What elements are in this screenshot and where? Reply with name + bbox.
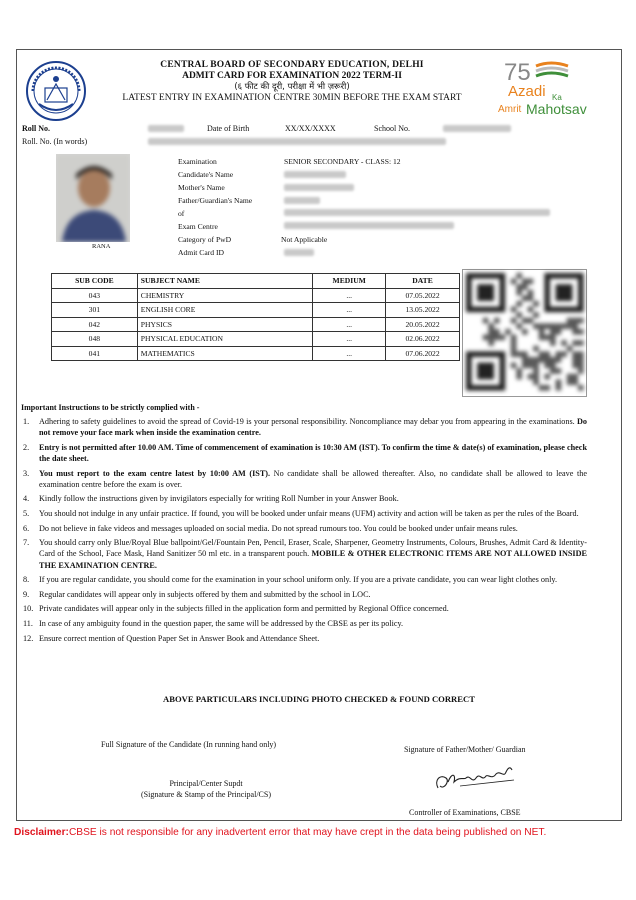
instruction-text: Kindly follow the instructions given by invigilators especially for writing Roll Number in your Answer Book. (39, 494, 399, 504)
instruction-after: No candidate shall be allowed thereafter. Also, no candidate shall be allowed to leave the examination centre before the exam is over. (39, 468, 587, 489)
medium: ... (313, 288, 386, 303)
table-row (52, 303, 460, 318)
disclaimer-text: CBSE is not responsible for any inadvertent error that may have crept in the data being published on NET. (68, 827, 547, 838)
instruction-item (21, 589, 587, 600)
candidate-name-label: Candidate's Name (178, 170, 234, 179)
sub-code: 048 (52, 332, 138, 347)
instruction-number: 6. (23, 523, 30, 533)
subject-table (51, 273, 460, 361)
sub-code: 301 (52, 303, 138, 318)
instruction-text: Private candidates will appear only in the subjects filled in the application form and permitted by Regional Office concerned. (39, 604, 449, 614)
instruction-number: 12. (23, 633, 34, 643)
school-no-redacted (443, 125, 511, 132)
instruction-bold: Do not remove your face mark when inside the examination centre. (39, 417, 587, 438)
instruction-number: 3. (23, 468, 30, 478)
principal-label: Principal/Center Supdt (169, 779, 243, 788)
centre-address-redacted-1 (284, 209, 550, 216)
candidate-name-redacted (284, 171, 346, 178)
instructions-title: Important Instructions to be strictly complied with - (21, 403, 200, 412)
medium: ... (313, 303, 386, 318)
father-name-label-of: of (178, 209, 185, 218)
instruction-item (21, 508, 587, 519)
instruction-number: 5. (23, 508, 30, 518)
table-row (52, 332, 460, 347)
instruction-item (21, 442, 587, 464)
instruction-text: If you are regular candidate, you should come for the examination in your school uniform only. If you are a private candidate, you can wear light clothes only. (39, 575, 557, 585)
exam-centre-label: Exam Centre (178, 222, 218, 231)
roll-words-redacted (148, 138, 446, 145)
hindi-slogan: (६ फीट की दूरी, परीक्षा में भी ज़रूरी) (234, 82, 350, 92)
instruction-text: In case of any ambiguity found in the question paper, the same will be addressed by the CBSE as per its policy. (39, 618, 404, 628)
subject-name: PHYSICAL EDUCATION (137, 332, 313, 347)
principal-stamp-label: (Signature & Stamp of the Principal/CS) (141, 790, 271, 799)
controller-signature-image (430, 762, 530, 794)
instruction-text: Ensure correct mention of Question Paper Set in Answer Book and Attendance Sheet. (39, 633, 320, 643)
instruction-text: Regular candidates will appear only in subjects offered by them and submitted by the school in LOC. (39, 589, 371, 599)
admit-id-label: Admit Card ID (178, 248, 224, 257)
subject-name: CHEMISTRY (137, 288, 313, 303)
controller-label: Controller of Examinations, CBSE (409, 808, 521, 817)
sub-code: 043 (52, 288, 138, 303)
guardian-signature-label: Signature of Father/Mother/ Guardian (404, 745, 526, 754)
exam-date: 07.06.2022 (386, 346, 460, 361)
instruction-text: You should carry only Blue/Royal Blue ballpoint/Gel/Fountain Pen, Pencil, Eraser, Scale, Sharpener, Geometry Instruments, Colours, Brushes, Admit Card & Identity-Card of the School, Face Mask, Hand Sanitizer 50 ml etc. in a transparent pouch. (39, 538, 587, 559)
board-title: CENTRAL BOARD OF SECONDARY EDUCATION, DELHI (160, 60, 424, 70)
amrit-word: Amrit (498, 104, 522, 115)
instruction-number: 9. (23, 589, 30, 599)
instruction-item (21, 574, 587, 585)
sub-code: 041 (52, 346, 138, 361)
table-header-row (52, 274, 460, 289)
instruction-item (21, 618, 587, 629)
medium: ... (313, 332, 386, 347)
instruction-item (21, 603, 587, 614)
photo-caption: RANA (92, 243, 111, 250)
azadi-word: Azadi (508, 83, 546, 100)
instruction-item (21, 468, 587, 490)
instruction-number: 2. (23, 442, 30, 452)
instruction-bold: MOBILE & OTHER ELECTRONIC ITEMS ARE NOT ALLOWED INSIDE THE EXAMINATION CENTRE. (39, 549, 587, 570)
instruction-item (21, 416, 587, 438)
latest-entry-note: LATEST ENTRY IN EXAMINATION CENTRE 30MIN BEFORE THE EXAM START (122, 93, 462, 103)
table-row (52, 288, 460, 303)
instruction-number: 10. (23, 604, 34, 614)
instruction-item (21, 537, 587, 571)
azadi-ka-amrit-mahotsav-logo (496, 56, 596, 120)
pwd-label: Category of PwD (178, 235, 232, 244)
instruction-number: 11. (23, 618, 33, 628)
instruction-bold: Entry is not permitted after 10.00 AM. Time of commencement of examination is 10:30 AM (IST). To confirm the time & date(s) of examination, please check the date sheet. (39, 442, 587, 463)
exam-date: 07.05.2022 (386, 288, 460, 303)
examination-label: Examination (178, 157, 217, 166)
candidate-signature-label: Full Signature of the Candidate (In running hand only) (101, 740, 277, 749)
disclaimer-label: Disclaimer: (14, 827, 69, 838)
ka-word: Ka (552, 93, 562, 102)
sub-code: 042 (52, 317, 138, 332)
subject-name: ENGLISH CORE (137, 303, 313, 318)
table-row (52, 317, 460, 332)
header-date: DATE (386, 274, 460, 289)
exam-date: 02.06.2022 (386, 332, 460, 347)
instruction-text: Adhering to safety guidelines to avoid the spread of Covid-19 is your personal responsibility. Noncompliance may debar you from appearing in the examinations. (39, 417, 577, 426)
mahotsav-word: Mahotsav (526, 101, 587, 117)
instruction-text: You should not indulge in any unfair practice. If found, you will be booked under unfair means (UFM) activity and action will be taken as per the rules of the Board. (39, 508, 579, 518)
examination-value: SENIOR SECONDARY - CLASS: 12 (284, 157, 401, 166)
instruction-number: 1. (23, 417, 30, 426)
school-no-label: School No. (374, 124, 410, 133)
header-medium: MEDIUM (313, 274, 386, 289)
header-block (92, 60, 492, 104)
instruction-item (21, 493, 587, 504)
admit-card-title: ADMIT CARD FOR EXAMINATION 2022 TERM-II (182, 71, 402, 81)
instruction-number: 7. (23, 538, 30, 548)
father-name-label: Father/Guardian's Name (178, 196, 253, 205)
candidate-photo (56, 154, 130, 242)
medium: ... (313, 317, 386, 332)
admit-id-redacted (284, 249, 314, 256)
pwd-value: Not Applicable (281, 235, 328, 244)
instruction-number: 4. (23, 494, 30, 504)
subject-name: MATHEMATICS (137, 346, 313, 361)
medium: ... (313, 346, 386, 361)
qr-code (462, 269, 587, 397)
azadi-75: 75 (504, 59, 531, 86)
mother-name-redacted (284, 184, 354, 191)
instruction-item (21, 523, 587, 534)
table-row (52, 346, 460, 361)
roll-no-label: Roll No. (22, 124, 50, 133)
header-subject-name: SUBJECT NAME (137, 274, 313, 289)
mother-name-label: Mother's Name (178, 183, 225, 192)
subject-name: PHYSICS (137, 317, 313, 332)
roll-no-redacted (148, 125, 184, 132)
exam-date: 20.05.2022 (386, 317, 460, 332)
centre-address-redacted-2 (284, 222, 454, 229)
roll-words-label: Roll. No. (In words) (22, 137, 88, 146)
instruction-text: Do not believe in fake videos and messages uploaded on social media. Do not spread rumours too. You could be booked under unfair means rules. (39, 523, 518, 533)
instruction-number: 8. (23, 575, 30, 585)
checked-statement: ABOVE PARTICULARS INCLUDING PHOTO CHECKED & FOUND CORRECT (163, 694, 475, 704)
exam-date: 13.05.2022 (386, 303, 460, 318)
instruction-item (21, 633, 587, 644)
dob-value: XX/XX/XXXX (285, 124, 336, 133)
instruction-bold: You must report to the exam centre latest by 10:00 AM (IST). (39, 468, 271, 478)
cbse-logo-icon (25, 60, 87, 122)
dob-label: Date of Birth (207, 124, 250, 133)
disclaimer (14, 827, 624, 838)
instructions-list (21, 416, 587, 647)
father-name-redacted (284, 197, 320, 204)
header-sub-code: SUB CODE (52, 274, 138, 289)
